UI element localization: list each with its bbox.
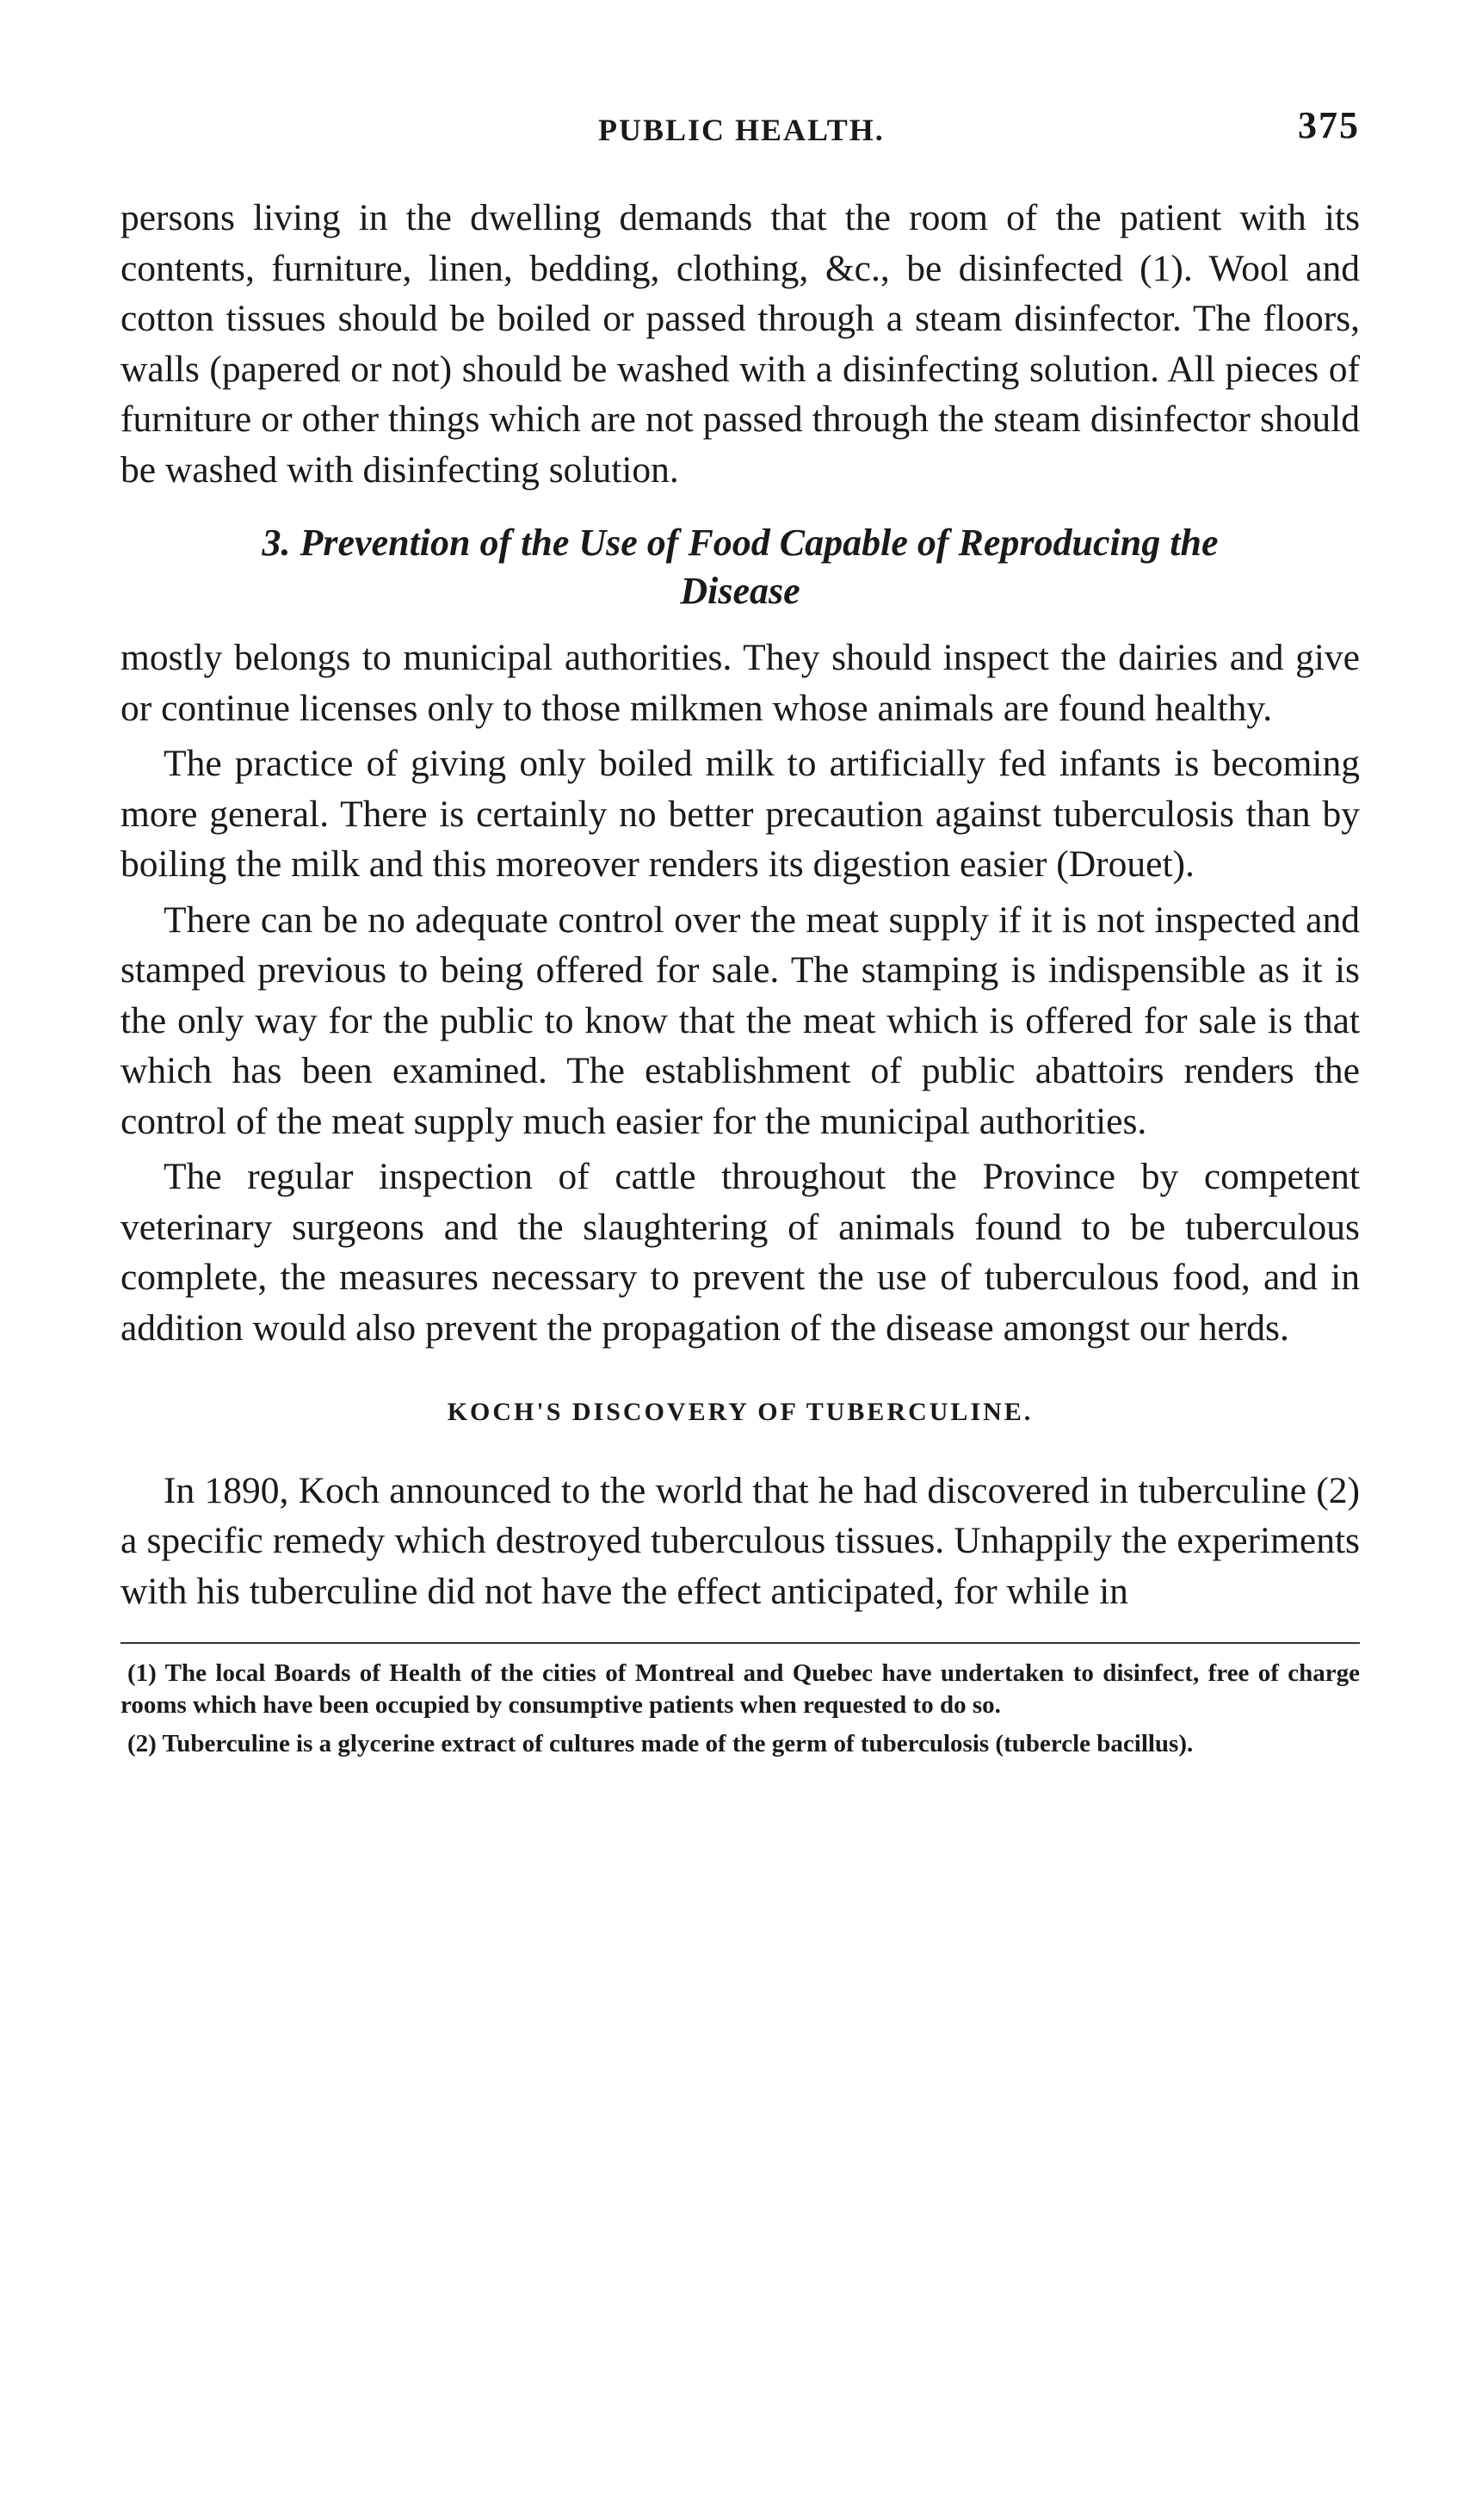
- book-page: [120, 103, 1360, 1767]
- paragraph-boiled-milk: The practice of giving only boiled milk to artificially fed infants is becoming more general. There is certainly no better precaution against tuberculosis than by boiling the milk and this moreover renders its digestion easier (Drouet).: [120, 743, 1360, 885]
- subheading-koch: KOCH'S DISCOVERY OF TUBERCULINE.: [447, 1398, 1034, 1426]
- section-heading: [120, 519, 1360, 615]
- section-heading-line: Disease: [680, 570, 800, 612]
- running-head: [120, 103, 1360, 155]
- body-text: [120, 193, 1360, 1616]
- footnotes: [120, 1658, 1360, 1760]
- paragraph-meat-supply: There can be no adequate control over the meat supply if it is not inspected and stamped previous to being offered for sale. The stamping is indispensible as it is the only way for the public to know that the meat which is offered for sale is that which has been examined. The establishment of public abattoirs renders the control of the meat supply much easier for the municipal authorities.: [120, 899, 1360, 1142]
- page-number: 375: [1298, 104, 1360, 146]
- running-title: PUBLIC HEALTH.: [598, 113, 885, 147]
- footnote-2: (2) Tuberculine is a glycerine extract of cultures made of the germ of tuberculosis (tubercle bacillus).: [127, 1730, 1194, 1757]
- paragraph-disinfection: persons living in the dwelling demands that the room of the patient with its contents, furniture, linen, bedding, clothing, &c., be disinfected (1). Wool and cotton tissues should be boiled or passed through a steam disinfector. The floors, walls (papered or not) should be washed with a disinfecting solution. All pieces of furniture or other things which are not passed through the steam disinfector should be washed with disinfecting solution.: [120, 197, 1360, 491]
- section-heading-line: 3. Prevention of the Use of Food Capable of Reproducing the: [262, 522, 1219, 564]
- footnote-1: (1) The local Boards of Health of the cities of Montreal and Quebec have undertaken to disinfect, free of charge rooms which have been occupied by consumptive patients when requested to do so.: [120, 1659, 1360, 1719]
- footnote-rule: [120, 1642, 1360, 1644]
- paragraph-tuberculine: In 1890, Koch announced to the world that he had discovered in tuberculine (2) a specific remedy which destroyed tuberculous tissues. Unhappily the experiments with his tuberculine did not have the effect anticipated, for while in: [120, 1469, 1360, 1612]
- paragraph-cattle-inspection: The regular inspection of cattle throughout the Province by competent veterinary surgeons and the slaughtering of animals found to be tuberculous complete, the measures necessary to prevent the use of tuberculous food, and in addition would also prevent the propagation of the disease amongst our herds.: [120, 1156, 1360, 1349]
- paragraph-municipal: mostly belongs to municipal authorities. They should inspect the dairies and give or continue licenses only to those milkmen whose animals are found healthy.: [120, 637, 1360, 729]
